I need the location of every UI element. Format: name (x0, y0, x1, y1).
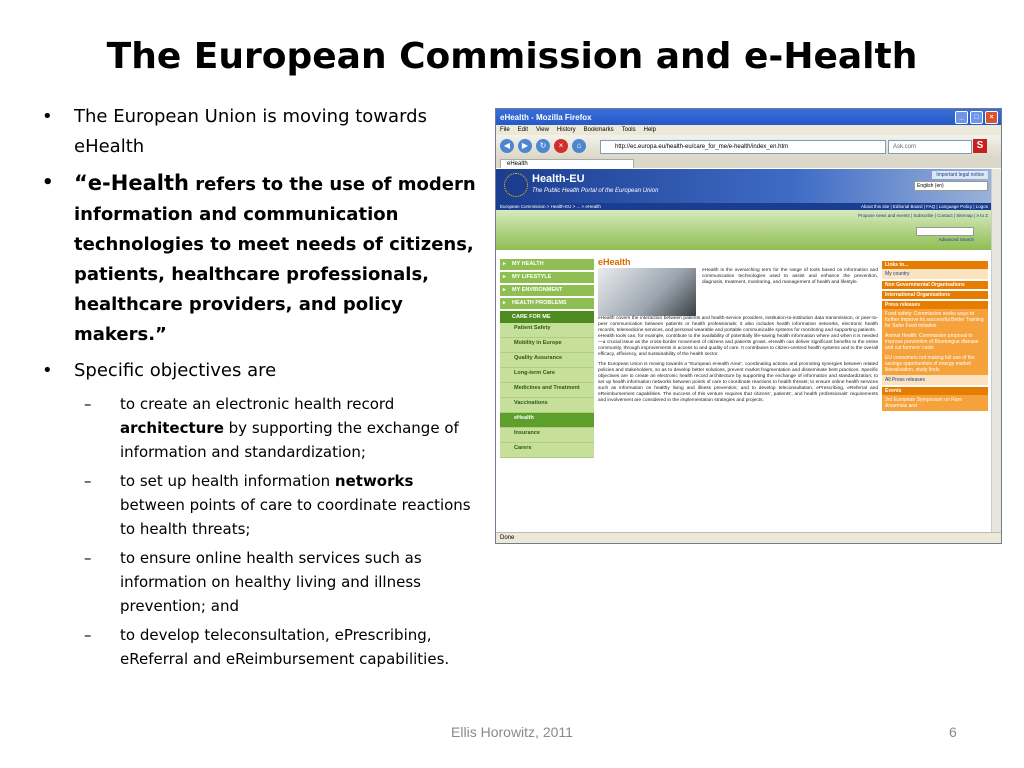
bullet-objectives: • Specific objectives are (42, 356, 482, 386)
menu-bar (496, 125, 1001, 135)
legal-notice-link[interactable]: Important legal notice (932, 171, 988, 179)
nav-my-health[interactable]: ▸ MY HEALTH (500, 259, 594, 270)
window-title-bar (496, 109, 1001, 125)
press-releases-heading: Press releases (882, 301, 988, 309)
nav-my-lifestyle[interactable]: ▸ MY LIFESTYLE (500, 272, 594, 283)
utility-links[interactable]: Propose news and events | Subscribe | Contact | Sitemap | A to Z (858, 213, 988, 218)
objective-networks-a: to set up health information (120, 472, 335, 490)
objective-networks-b: networks (334, 472, 414, 490)
language-select[interactable]: English (en) (914, 181, 988, 191)
reload-icon[interactable]: ↻ (536, 139, 550, 153)
site-header (496, 169, 992, 203)
addon-s-icon[interactable]: S (973, 139, 987, 153)
menu-file[interactable]: File (500, 127, 510, 133)
search-box[interactable]: Ask.com (888, 140, 972, 154)
objective-ehr-a: to create an electronic health record (120, 395, 395, 413)
bullet-ehealth-definition (42, 168, 482, 350)
bullet-ehealth-rest: refers to the use of modern information and communication technologies to meet needs of citizens, patients, healthcare professionals, healthcare providers, and policy makers.” (74, 174, 476, 345)
eu-flag-icon (504, 173, 528, 197)
green-band (496, 210, 992, 250)
web-page (496, 169, 992, 533)
press-item-3[interactable]: EU consumers not making full use of the savings opportunities of energy market liberalisation, study finds (882, 353, 988, 375)
breadcrumb-bar (496, 203, 992, 210)
nav-care-for-me[interactable]: CARE FOR ME (500, 311, 594, 323)
menu-tools[interactable]: Tools (621, 127, 636, 133)
subnav-ehealth[interactable]: eHealth (500, 413, 594, 428)
menu-view[interactable]: View (536, 127, 549, 133)
advanced-search-link[interactable]: Advanced Search (938, 237, 974, 242)
content-title: eHealth (598, 257, 631, 267)
page-number: 6 (949, 724, 957, 740)
tab-bar (496, 157, 1001, 168)
para-definition: eHealth is the overarching term for the range of tools based on information and communication technologies used to assist and enhance the prevention, diagnosis, treatment, monitoring, and management of health and lifestyle. (702, 268, 878, 285)
status-bar: Done (496, 532, 1002, 543)
objective-online-services: – to ensure online health services such as information on healthy living and illness prevention; and (84, 546, 482, 618)
maximize-icon[interactable]: □ (970, 111, 983, 124)
objective-teleconsultation: – to develop teleconsultation, ePrescribing, eReferral and eReimbursement capabilities. (84, 623, 482, 671)
home-icon[interactable]: ⌂ (572, 139, 586, 153)
navigation-toolbar (496, 135, 1001, 157)
menu-bookmarks[interactable]: Bookmarks (583, 127, 614, 133)
left-navigation (500, 259, 594, 458)
window-title: eHealth - Mozilla Firefox (500, 112, 592, 122)
intl-orgs-link[interactable]: International Organisations (882, 291, 988, 299)
subnav-carers[interactable]: Carers (500, 443, 594, 458)
site-title: Health-EU (532, 173, 585, 185)
objective-networks-c: between points of care to coordinate reactions to health threats; (120, 496, 471, 538)
close-icon[interactable]: × (985, 111, 998, 124)
nav-my-environment[interactable]: ▸ MY ENVIRONMENT (500, 285, 594, 296)
links-to-heading: Links to... (882, 261, 988, 269)
browser-screenshot (495, 108, 1002, 544)
objective-ehr-c: by supporting the exchange of information and standardization; (120, 419, 459, 461)
right-column (882, 259, 988, 411)
menu-history[interactable]: History (556, 127, 576, 133)
breadcrumb[interactable]: European Commission > Health-EU > ... > eHealth (500, 204, 601, 209)
objective-ehr (84, 392, 482, 464)
my-country-select[interactable]: My country (882, 269, 988, 279)
ngo-link[interactable]: Non Governmental Organisations (882, 281, 988, 289)
subnav-insurance[interactable]: Insurance (500, 428, 594, 443)
menu-edit[interactable]: Edit (517, 127, 529, 133)
main-content (598, 259, 878, 404)
address-bar[interactable]: http://ec.europa.eu/health-eu/care_for_me/e-health/index_en.htm (600, 140, 886, 154)
subnav-medicines[interactable]: Medicines and Treatment (500, 383, 594, 398)
tab-ehealth[interactable]: eHealth (500, 159, 634, 168)
subnav-long-term-care[interactable]: Long-term Care (500, 368, 594, 383)
forward-icon[interactable]: ▶ (518, 139, 532, 153)
vertical-scrollbar[interactable] (991, 169, 1001, 533)
site-search-input[interactable] (916, 227, 974, 236)
footer-author: Ellis Horowitz, 2011 (451, 724, 573, 740)
bullet-list (42, 102, 482, 676)
back-icon[interactable]: ◀ (500, 139, 514, 153)
subnav-mobility[interactable]: Mobility in Europe (500, 338, 594, 353)
site-subtitle: The Public Health Portal of the European Union (532, 188, 659, 194)
events-heading: Events (882, 387, 988, 395)
objective-ehr-b: architecture (120, 419, 224, 437)
event-item-1[interactable]: 3rd European Symposium on Rare Anaemias and (882, 395, 988, 411)
subnav-quality[interactable]: Quality Assurance (500, 353, 594, 368)
objective-networks (84, 469, 482, 541)
para-eu-area: The European Union is moving towards a "European eHealth Area", coordinating actions and promoting synergies between related policies and stakeholders, so as to develop better solutions, prevent market fragmentation and disseminate best practices. Specific objectives are to create an electronic health record architecture by supporting the exchange of information and standardization; to set up health information networks between points of care to coordinate reactions to health threats; to ensure online health services such as information on healthy living and illness prevention; and to develop teleconsultation, ePrescribing, eReferral and eReimbursement capabilities. The success of this venture requires that citizens', patients', and health professionals' requirements and involvement are considered in the implementation strategies and projects. (598, 362, 878, 403)
nav-health-problems[interactable]: ▸ HEALTH PROBLEMS (500, 298, 594, 309)
press-item-2[interactable]: Animal Health: Commission proposal to improve prevention of Bluetongue disease and cut farmers' costs (882, 331, 988, 353)
para-tools: eHealth tools can, for example, contribute to the availability of potentially life-saving health information where and when it is needed—a crucial issue as the cross-border movement of citizens and patients grows. eHealth can deliver significant benefits to the entire community, through improvements in access to and quality of care. It contributes to citizen-centred health systems and to the overall efficacy, efficiency, and sustainability of the health sector. (598, 334, 878, 357)
bullet-eu-moving: • The European Union is moving towards eHealth (42, 102, 482, 162)
stop-icon[interactable]: × (554, 139, 568, 153)
subnav-vaccinations[interactable]: Vaccinations (500, 398, 594, 413)
all-press-link[interactable]: All Press releases (882, 375, 988, 385)
menu-help[interactable]: Help (643, 127, 656, 133)
subnav-patient-safety[interactable]: Patient Safety (500, 323, 594, 338)
top-links[interactable]: About this site | Editorial Board | FAQ | Language Policy | Logos (861, 204, 988, 209)
para-interaction: eHealth covers the interaction between patients and health-service providers, institution-to-institution data transmission, or peer-to-peer communication between patients or health professionals; it also includes health information networks, electronic health records, telemedicine services, and personal wearable and portable communicable systems for monitoring and supporting patients. (598, 316, 878, 333)
press-item-1[interactable]: Food safety: Commission seeks ways to further improve its successful Better Training for Safer Food initiative (882, 309, 988, 331)
minimize-icon[interactable]: _ (955, 111, 968, 124)
bullet-ehealth-lead: “e-Health (74, 171, 189, 195)
slide-title: The European Commission and e-Health (106, 36, 918, 77)
doctor-photo (598, 268, 696, 316)
